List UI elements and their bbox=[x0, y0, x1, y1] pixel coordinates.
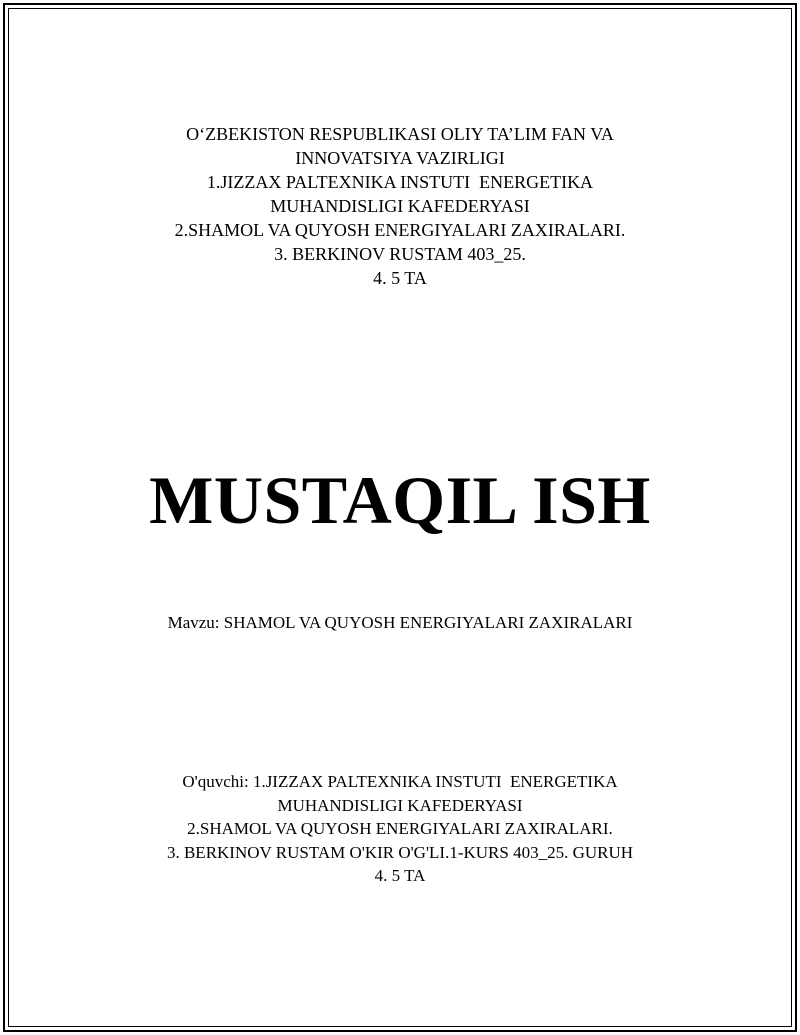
header-line: 4. 5 TA bbox=[373, 268, 427, 288]
student-line: O'quvchi: 1.JIZZAX PALTEXNIKA INSTUTI ENERGETIKA bbox=[182, 772, 618, 791]
student-line: 4. 5 TA bbox=[374, 866, 426, 885]
institution-header bbox=[0, 122, 800, 290]
header-line: 3. BERKINOV RUSTAM 403_25. bbox=[274, 244, 526, 264]
header-line: INNOVATSIYA VAZIRLIGI bbox=[295, 148, 505, 168]
header-line: MUHANDISLIGI KAFEDERYASI bbox=[270, 196, 530, 216]
header-line: 2.SHAMOL VA QUYOSH ENERGIYALARI ZAXIRALARI. bbox=[174, 220, 626, 240]
student-line: 3. BERKINOV RUSTAM O'KIR O'G'LI.1-KURS 403_25. GURUH bbox=[166, 842, 634, 862]
student-line: MUHANDISLIGI KAFEDERYASI bbox=[277, 795, 523, 815]
header-line: O‘ZBEKISTON RESPUBLIKASI OLIY TA’LIM FAN VA bbox=[186, 124, 614, 144]
header-line: 1.JIZZAX PALTEXNIKA INSTUTI ENERGETIKA bbox=[206, 172, 594, 192]
student-line: 2.SHAMOL VA QUYOSH ENERGIYALARI ZAXIRALARI. bbox=[187, 819, 613, 838]
document-title: MUSTAQIL ISH bbox=[149, 462, 651, 538]
student-info bbox=[0, 770, 800, 888]
subject-line: Mavzu: SHAMOL VA QUYOSH ENERGIYALARI ZAXIRALARI bbox=[167, 613, 633, 632]
